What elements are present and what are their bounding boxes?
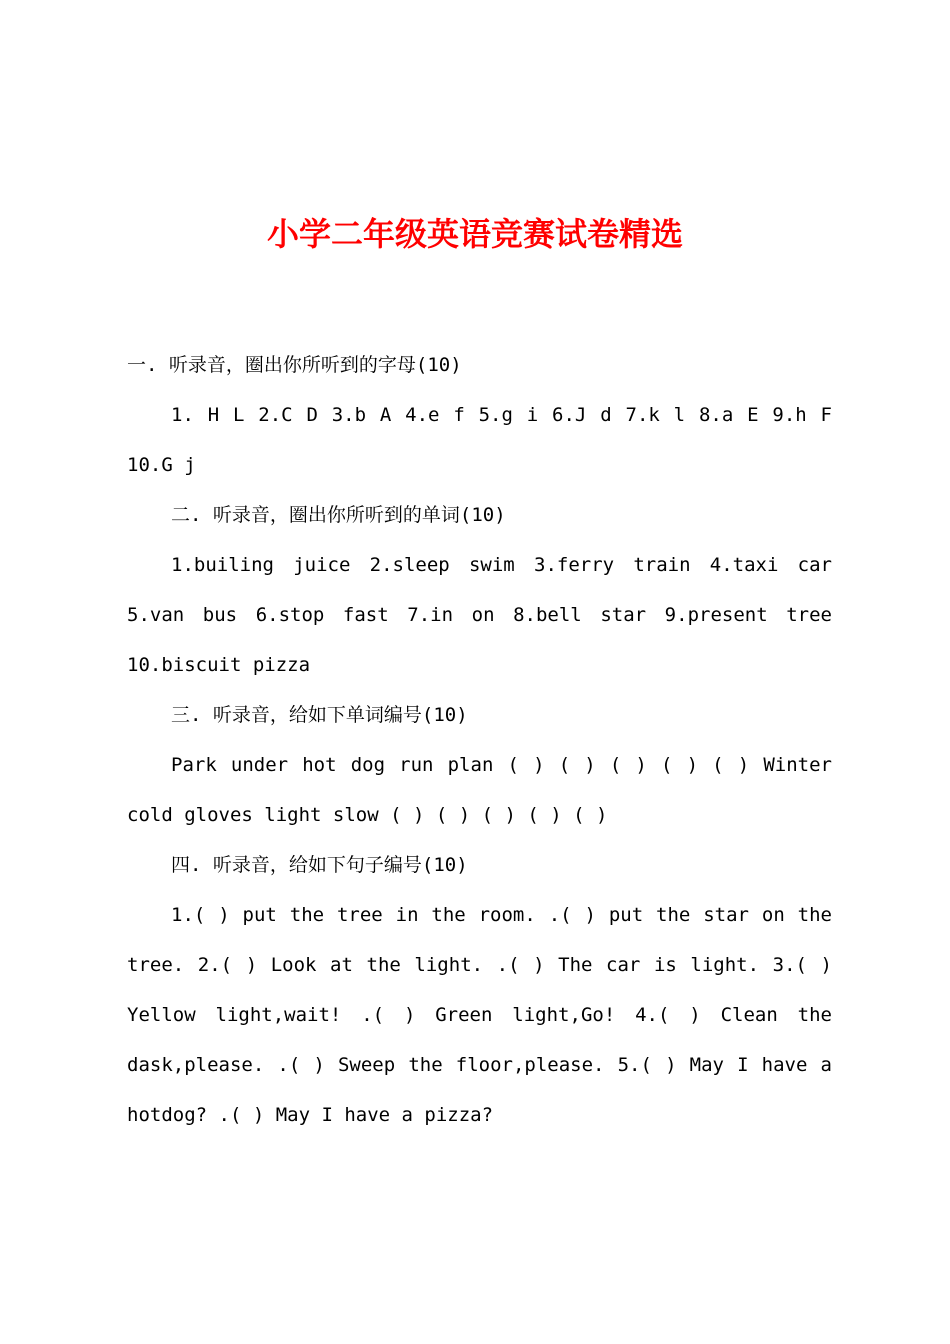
section-3-heading: 三. 听录音，给如下单词编号(10) xyxy=(171,704,468,726)
section-3-content: Park under hot dog run plan ( ) ( ) ( ) ( ) ( ) Winter cold gloves light slow ( ) ( ) ( ) ( ) ( ) xyxy=(127,754,832,826)
document-body xyxy=(127,340,832,1140)
section-4-heading: 四. 听录音，给如下句子编号(10) xyxy=(171,854,468,876)
section-4-content: 1.( ) put the tree in the room. .( ) put the star on the tree. 2.( ) Look at the light. .( ) The car is light. 3.( ) Yellow light,wait! .( ) Green light,Go! 4.( ) Clean the dask,please. .( ) Sweep the floor,please. 5.( ) May I have a hotdog? .( ) May I have a pizza? xyxy=(127,904,832,1126)
section-2-heading: 二. 听录音，圈出你所听到的单词(10) xyxy=(171,504,506,526)
section-2-content: 1.builing juice 2.sleep swim 3.ferry train 4.taxi car 5.van bus 6.stop fast 7.in on 8.bell star 9.present tree 10.biscuit pizza xyxy=(127,554,832,676)
section-1-content: 1. H L 2.C D 3.b A 4.e f 5.g i 6.J d 7.k l 8.a E 9.h F 10.G j xyxy=(127,404,832,476)
section-1-heading: 一. 听录音，圈出你所听到的字母(10) xyxy=(127,354,462,376)
document-title: 小学二年级英语竞赛试卷精选 xyxy=(266,215,683,253)
